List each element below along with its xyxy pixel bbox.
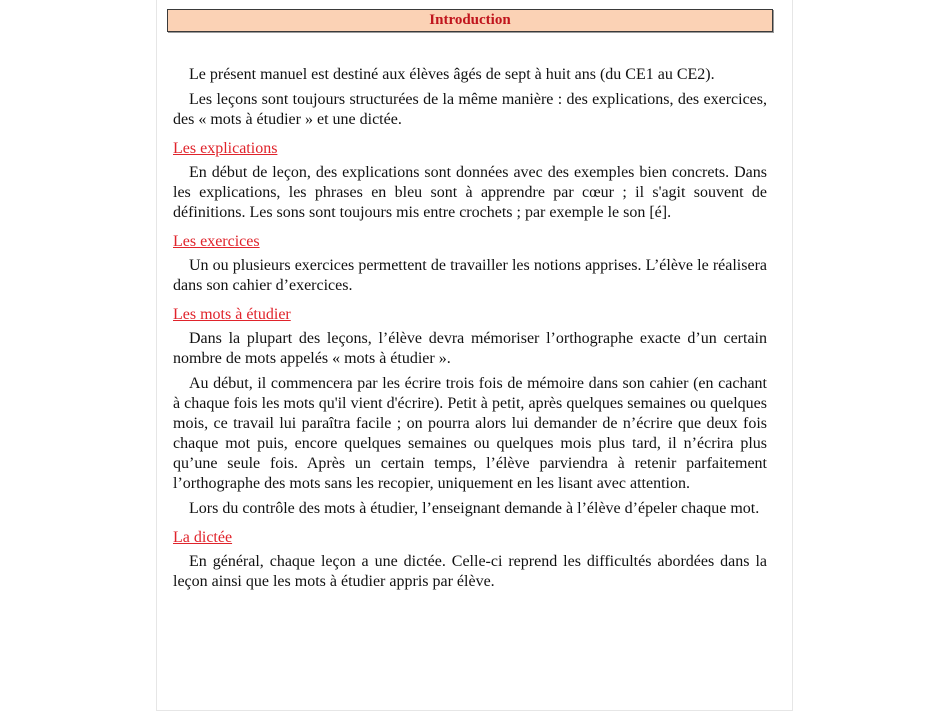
intro-paragraph: Les leçons sont toujours structurées de la même manière : des explications, des exercices, des « mots à étudier » et une dictée.	[173, 91, 767, 128]
title-banner	[167, 9, 773, 32]
section-heading-mots-a-etudier: Les mots à étudier	[173, 306, 291, 323]
section-heading-exercices: Les exercices	[173, 233, 260, 250]
page-title: Introduction	[429, 12, 511, 28]
section-paragraph: Dans la plupart des leçons, l’élève devra mémoriser l’orthographe exacte d’un certain nombre de mots appelés « mots à étudier ».	[173, 330, 767, 367]
section-paragraph: Lors du contrôle des mots à étudier, l’enseignant demande à l’élève d’épeler chaque mot.	[189, 500, 760, 517]
section-heading-explications: Les explications	[173, 140, 278, 157]
document-body	[173, 65, 767, 597]
section-paragraph: Au début, il commencera par les écrire trois fois de mémoire dans son cahier (en cachant à chaque fois les mots qu'il vient d'écrire). Petit à petit, après quelques semaines ou quelques mois, ce travail lui paraîtra facile ; on pourra alors lui demander de n’écrire que deux fois chaque mot puis, encore quelques semaines ou quelques mois plus tard, il n’écrira plus qu’une seule fois. Après un certain temps, l’élève parviendra à retenir parfaitement l’orthographe des mots sans les recopier, uniquement en les lisant avec attention.	[173, 375, 767, 492]
section-paragraph: En général, chaque leçon a une dictée. Celle-ci reprend les difficultés abordées dans la leçon ainsi que les mots à étudier appris par élève.	[173, 553, 767, 590]
section-paragraph: Un ou plusieurs exercices permettent de travailler les notions apprises. L’élève le réalisera dans son cahier d’exercices.	[173, 257, 767, 294]
section-paragraph: En début de leçon, des explications sont données avec des exemples bien concrets. Dans les explications, les phrases en bleu sont à apprendre par cœur ; il s'agit souvent de définitions. Les sons sont toujours mis entre crochets ; par exemple le son [é].	[173, 164, 767, 221]
intro-paragraph: Le présent manuel est destiné aux élèves âgés de sept à huit ans (du CE1 au CE2).	[189, 66, 715, 83]
section-heading-dictee: La dictée	[173, 529, 233, 546]
document-page	[156, 0, 793, 711]
